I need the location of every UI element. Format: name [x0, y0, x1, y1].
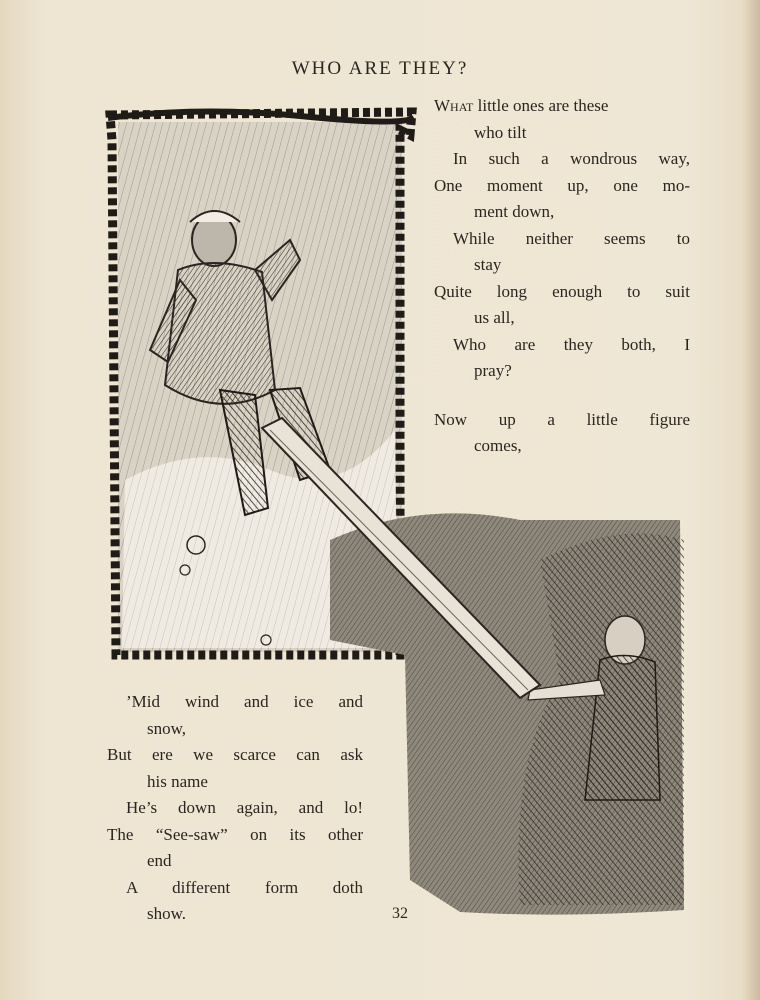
- verse-top: [434, 93, 690, 460]
- verse-line: ’Mid wind and ice and: [126, 692, 363, 711]
- verse-line: us all,: [474, 308, 515, 327]
- verse-line: The “See-saw” on its other: [107, 824, 363, 844]
- verse-line: But ere we scarce can ask: [107, 745, 363, 764]
- verse-line: comes,: [474, 436, 522, 455]
- verse-line: pray?: [474, 361, 512, 380]
- stanza-gap: [434, 385, 690, 407]
- page-title: WHO ARE THEY?: [291, 58, 469, 79]
- verse-line: snow,: [147, 718, 187, 738]
- verse-line: Who are they both, I: [453, 334, 690, 354]
- verse-first-word: What: [434, 96, 474, 115]
- verse-line: who tilt: [474, 122, 527, 142]
- verse-line: show.: [147, 904, 187, 923]
- verse-line: A different form doth: [126, 877, 363, 897]
- page-number: 32: [392, 905, 408, 922]
- verse-line: end: [147, 851, 172, 870]
- verse-line: He’s down again, and lo!: [126, 798, 363, 817]
- verse-line: Quite long enough to suit: [434, 281, 690, 301]
- verse-line: ment down,: [474, 202, 555, 221]
- verse-line: stay: [474, 255, 502, 274]
- verse-line: Now up a little figure: [434, 409, 690, 429]
- verse-line: In such a wondrous way,: [453, 149, 690, 168]
- verse-line: What little ones are these: [434, 96, 609, 115]
- summer-panel: [330, 513, 684, 914]
- verse-bottom: [107, 689, 363, 928]
- verse-line: his name: [147, 771, 208, 791]
- verse-line: One moment up, one mo-: [434, 175, 690, 195]
- verse-line: While neither seems to: [453, 228, 690, 248]
